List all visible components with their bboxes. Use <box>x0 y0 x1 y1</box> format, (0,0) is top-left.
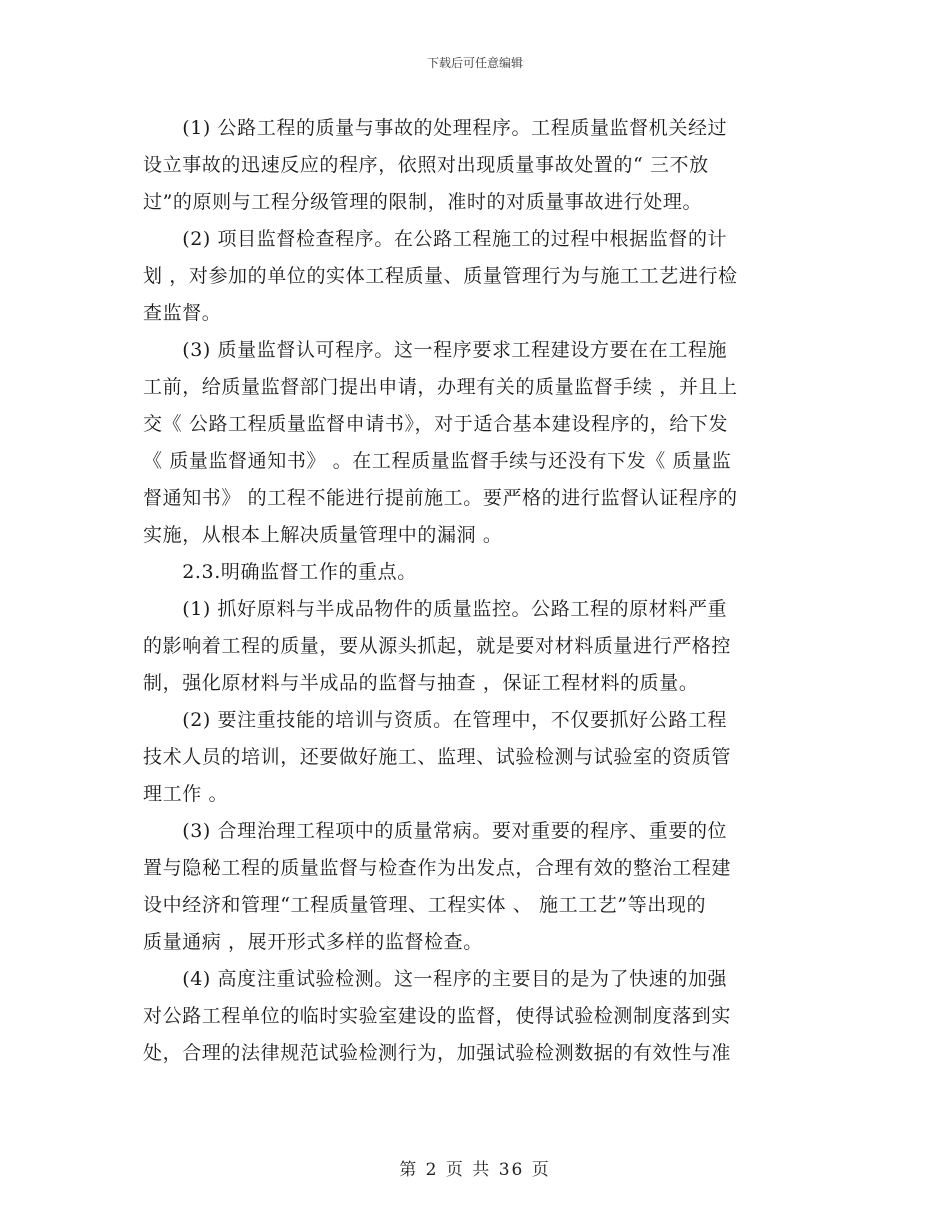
document-body <box>143 110 809 1072</box>
text-line: 设中经济和管理“工程质量管理、工程实体 、 施工工艺”等出现的 <box>143 894 707 916</box>
text-line: 划 ，对参加的单位的实体工程质量、质量管理行为与施工工艺进行检 <box>143 265 738 287</box>
text-line: 工前，给质量监督部门提出申请，办理有关的质量监督手续 ，并且上 <box>143 376 738 398</box>
text-line: (1) 公路工程的质量与事故的处理程序。工程质量监督机关经过 <box>143 117 728 139</box>
text-line: 督通知书》 的工程不能进行提前施工。要严格的进行监督认证程序的 <box>143 487 738 509</box>
page-header: 下载后可任意编辑 <box>426 56 523 70</box>
text-line: (3) 质量监督认可程序。这一程序要求工程建设方要在在工程施 <box>143 339 728 361</box>
text-line: (2) 要注重技能的培训与资质。在管理中，不仅要抓好公路工程 <box>143 709 728 731</box>
text-line: 实施，从根本上解决质量管理中的漏洞 。 <box>143 524 503 546</box>
page-number: 第 2 页 共 36 页 <box>399 1160 551 1180</box>
text-line: (1) 抓好原料与半成品物件的质量监控。公路工程的原材料严重 <box>143 598 728 620</box>
text-line: 查监督。 <box>143 302 222 324</box>
text-line: (3) 合理治理工程项中的质量常病。要对重要的程序、重要的位 <box>143 820 728 842</box>
text-line: 置与隐秘工程的质量监督与检查作为出发点，合理有效的整治工程建 <box>143 857 732 879</box>
text-line: 质量通病 ，展开形式多样的监督检查。 <box>143 931 483 953</box>
text-line: 制，强化原材料与半成品的监督与抽查 ，保证工程材料的质量。 <box>143 672 699 694</box>
text-line: 过”的原则与工程分级管理的限制，准时的对质量事故进行处理。 <box>143 191 703 213</box>
text-line: 对公路工程单位的临时实验室建设的监督，使得试验检测制度落到实 <box>143 1005 732 1027</box>
text-line: 交《 公路工程质量监督申请书》，对于适合基本建设程序的，给下发 <box>143 413 729 435</box>
text-line: 处，合理的法律规范试验检测行为，加强试验检测数据的有效性与准 <box>143 1042 732 1064</box>
section-heading: 2.3.明确监督工作的重点。 <box>143 561 417 583</box>
text-line: (2) 项目监督检查程序。在公路工程施工的过程中根据监督的计 <box>143 228 728 250</box>
text-line: (4) 高度注重试验检测。这一程序的主要目的是为了快速的加强 <box>143 968 728 990</box>
text-line: 技术人员的培训，还要做好施工、监理、试验检测与试验室的资质管 <box>143 746 732 768</box>
text-line: 设立事故的迅速反应的程序，依照对出现质量事故处置的“ 三不放 <box>143 154 709 176</box>
text-line: 理工作 。 <box>143 783 229 805</box>
text-line: 《 质量监督通知书》 。在工程质量监督手续与还没有下发《 质量监 <box>143 450 732 472</box>
text-line: 的影响着工程的质量，要从源头抓起，就是要对材料质量进行严格控 <box>143 635 732 657</box>
